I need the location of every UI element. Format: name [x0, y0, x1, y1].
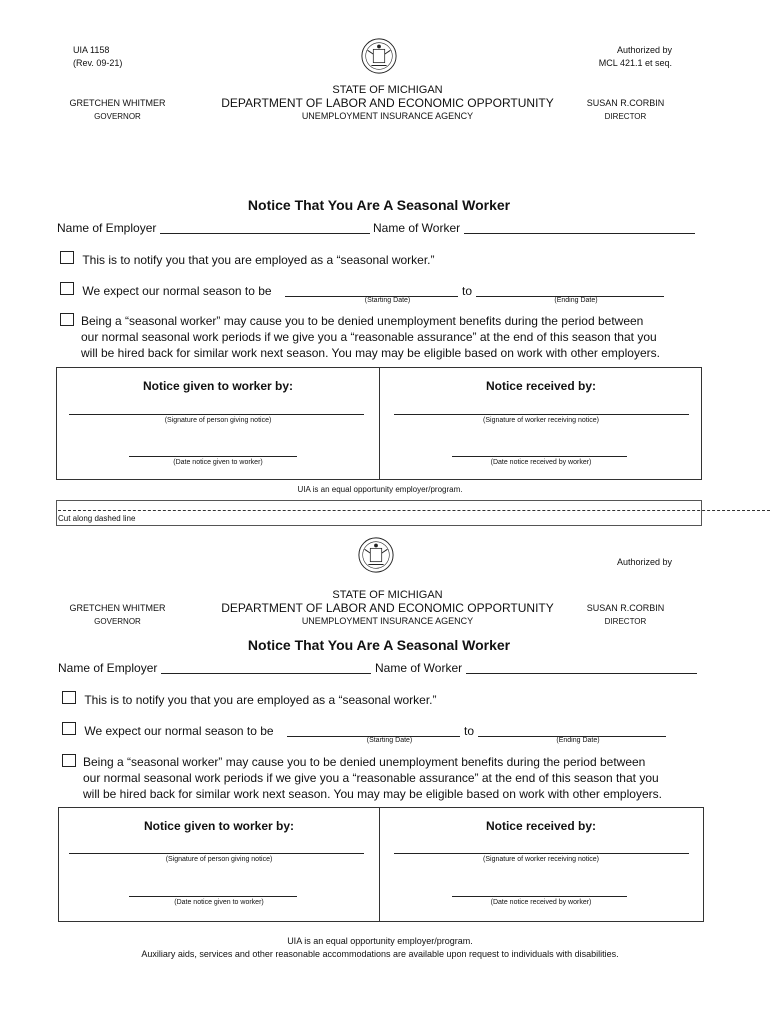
- cut-label: Cut along dashed line: [58, 514, 136, 523]
- checkbox-3-line-3: will be hired back for similar work next season. You may may be eligible based on work with other employers.: [81, 346, 660, 360]
- reasonable-assurance-checkbox-wrap: [60, 313, 74, 331]
- agency-name: UNEMPLOYMENT INSURANCE AGENCY: [301, 111, 474, 121]
- eeo-statement: UIA is an equal opportunity employer/program.: [287, 936, 473, 946]
- starting-date-caption: (Starting Date): [364, 297, 411, 304]
- ending-date-caption: (Ending Date): [556, 737, 600, 744]
- checkbox-1-text: This is to notify you that you are employed as a “seasonal worker.”: [82, 253, 435, 267]
- employer-name-field[interactable]: [161, 673, 371, 674]
- checkbox-3-line-1: Being a “seasonal worker” may cause you to be denied unemployment benefits during the period between: [83, 755, 646, 769]
- governor-title: GOVERNOR: [94, 617, 141, 626]
- date-given-caption: (Date notice given to worker): [174, 899, 264, 906]
- date-given-field[interactable]: [129, 456, 297, 457]
- page-title: Notice That You Are A Seasonal Worker: [247, 197, 511, 213]
- governor-name: GRETCHEN WHITMER: [69, 98, 166, 108]
- state-name: STATE OF MICHIGAN: [332, 84, 443, 96]
- date-received-field[interactable]: [452, 456, 627, 457]
- checkbox-row-2: [62, 722, 274, 738]
- agency-name: UNEMPLOYMENT INSURANCE AGENCY: [301, 616, 474, 626]
- director-title: DIRECTOR: [604, 617, 647, 626]
- checkbox-3-line-2: our normal seasonal work periods if we give you a “reasonable assurance” at the end of this season that you: [83, 771, 659, 785]
- worker-name-label: Name of Worker: [375, 661, 463, 675]
- authorized-by: Authorized by: [616, 557, 672, 567]
- employer-name-label: Name of Employer: [58, 661, 158, 675]
- cut-box: [56, 500, 702, 526]
- seasonal-worker-checkbox[interactable]: [60, 251, 74, 264]
- giver-signature-caption: (Signature of person giving notice): [165, 856, 273, 863]
- page-title: Notice That You Are A Seasonal Worker: [247, 637, 511, 653]
- eeo-statement-top: UIA is an equal opportunity employer/program.: [297, 485, 463, 494]
- giver-signature-caption: (Signature of person giving notice): [164, 417, 272, 424]
- worker-name-field[interactable]: [464, 233, 695, 234]
- signature-box: [58, 807, 704, 922]
- seasonal-worker-checkbox[interactable]: [62, 691, 76, 704]
- worker-signature-caption: (Signature of worker receiving notice): [483, 856, 599, 863]
- director-name: SUSAN R.CORBIN: [586, 98, 665, 108]
- giver-signature-field[interactable]: [69, 414, 364, 415]
- notice-given-label: Notice given to worker by:: [142, 379, 294, 393]
- date-received-field[interactable]: [452, 896, 627, 897]
- to-label: to: [462, 284, 473, 298]
- department-name: DEPARTMENT OF LABOR AND ECONOMIC OPPORTUNITY: [221, 96, 554, 110]
- department-name: DEPARTMENT OF LABOR AND ECONOMIC OPPORTUNITY: [221, 601, 554, 615]
- notice-received-label: Notice received by:: [485, 379, 597, 393]
- cut-dashed-line[interactable]: [58, 510, 770, 511]
- ending-date-caption: (Ending Date): [554, 297, 598, 304]
- checkbox-1-text: This is to notify you that you are employed as a “seasonal worker.”: [84, 693, 437, 707]
- authority-citation: MCL 421.1 et seq.: [598, 58, 672, 68]
- checkbox-3-line-1: Being a “seasonal worker” may cause you to be denied unemployment benefits during the period between: [81, 314, 644, 328]
- starting-date-caption: (Starting Date): [366, 737, 413, 744]
- giver-signature-field[interactable]: [69, 853, 364, 854]
- worker-signature-caption: (Signature of worker receiving notice): [483, 417, 599, 424]
- reasonable-assurance-checkbox[interactable]: [62, 754, 76, 767]
- state-name: STATE OF MICHIGAN: [332, 589, 443, 601]
- checkbox-3-line-2: our normal seasonal work periods if we give you a “reasonable assurance” at the end of this season that you: [81, 330, 657, 344]
- date-received-caption: (Date notice received by worker): [490, 899, 592, 906]
- date-received-caption: (Date notice received by worker): [490, 459, 592, 466]
- governor-title: GOVERNOR: [94, 112, 141, 121]
- governor-name: GRETCHEN WHITMER: [69, 603, 166, 613]
- authorized-by: Authorized by: [616, 45, 672, 55]
- season-dates-checkbox[interactable]: [62, 722, 76, 735]
- worker-signature-field[interactable]: [394, 414, 689, 415]
- checkbox-row-2: [60, 282, 272, 298]
- checkbox-3-text: [83, 754, 662, 802]
- checkbox-3-text: [81, 313, 660, 361]
- checkbox-2-text: We expect our normal season to be: [84, 724, 274, 738]
- season-dates-checkbox[interactable]: [60, 282, 74, 295]
- worker-name-label: Name of Worker: [373, 221, 461, 235]
- auxiliary-aids-statement: Auxiliary aids, services and other reasonable accommodations are available upon request to individuals with disabilities.: [141, 949, 619, 959]
- checkbox-row-1: [60, 251, 435, 267]
- checkbox-2-text: We expect our normal season to be: [82, 284, 272, 298]
- date-given-caption: (Date notice given to worker): [173, 459, 263, 466]
- notice-given-label: Notice given to worker by:: [143, 819, 295, 833]
- reasonable-assurance-checkbox[interactable]: [60, 313, 74, 326]
- form-revision: (Rev. 09-21): [73, 58, 123, 68]
- worker-name-field[interactable]: [466, 673, 697, 674]
- worker-signature-field[interactable]: [394, 853, 689, 854]
- checkbox-3-line-3: will be hired back for similar work next season. You may may be eligible based on work with other employers.: [83, 787, 662, 801]
- employer-name-field[interactable]: [160, 233, 370, 234]
- form-id: UIA 1158: [73, 45, 110, 55]
- checkbox-row-1: [62, 691, 437, 707]
- state-seal-icon: [360, 37, 398, 75]
- director-title: DIRECTOR: [604, 112, 647, 121]
- state-seal-icon: [357, 536, 395, 574]
- date-given-field[interactable]: [129, 896, 297, 897]
- director-name: SUSAN R.CORBIN: [586, 603, 665, 613]
- employer-name-label: Name of Employer: [57, 221, 157, 235]
- to-label: to: [464, 724, 475, 738]
- notice-received-label: Notice received by:: [485, 819, 597, 833]
- signature-box: [56, 367, 702, 480]
- reasonable-assurance-checkbox-wrap: [62, 754, 76, 772]
